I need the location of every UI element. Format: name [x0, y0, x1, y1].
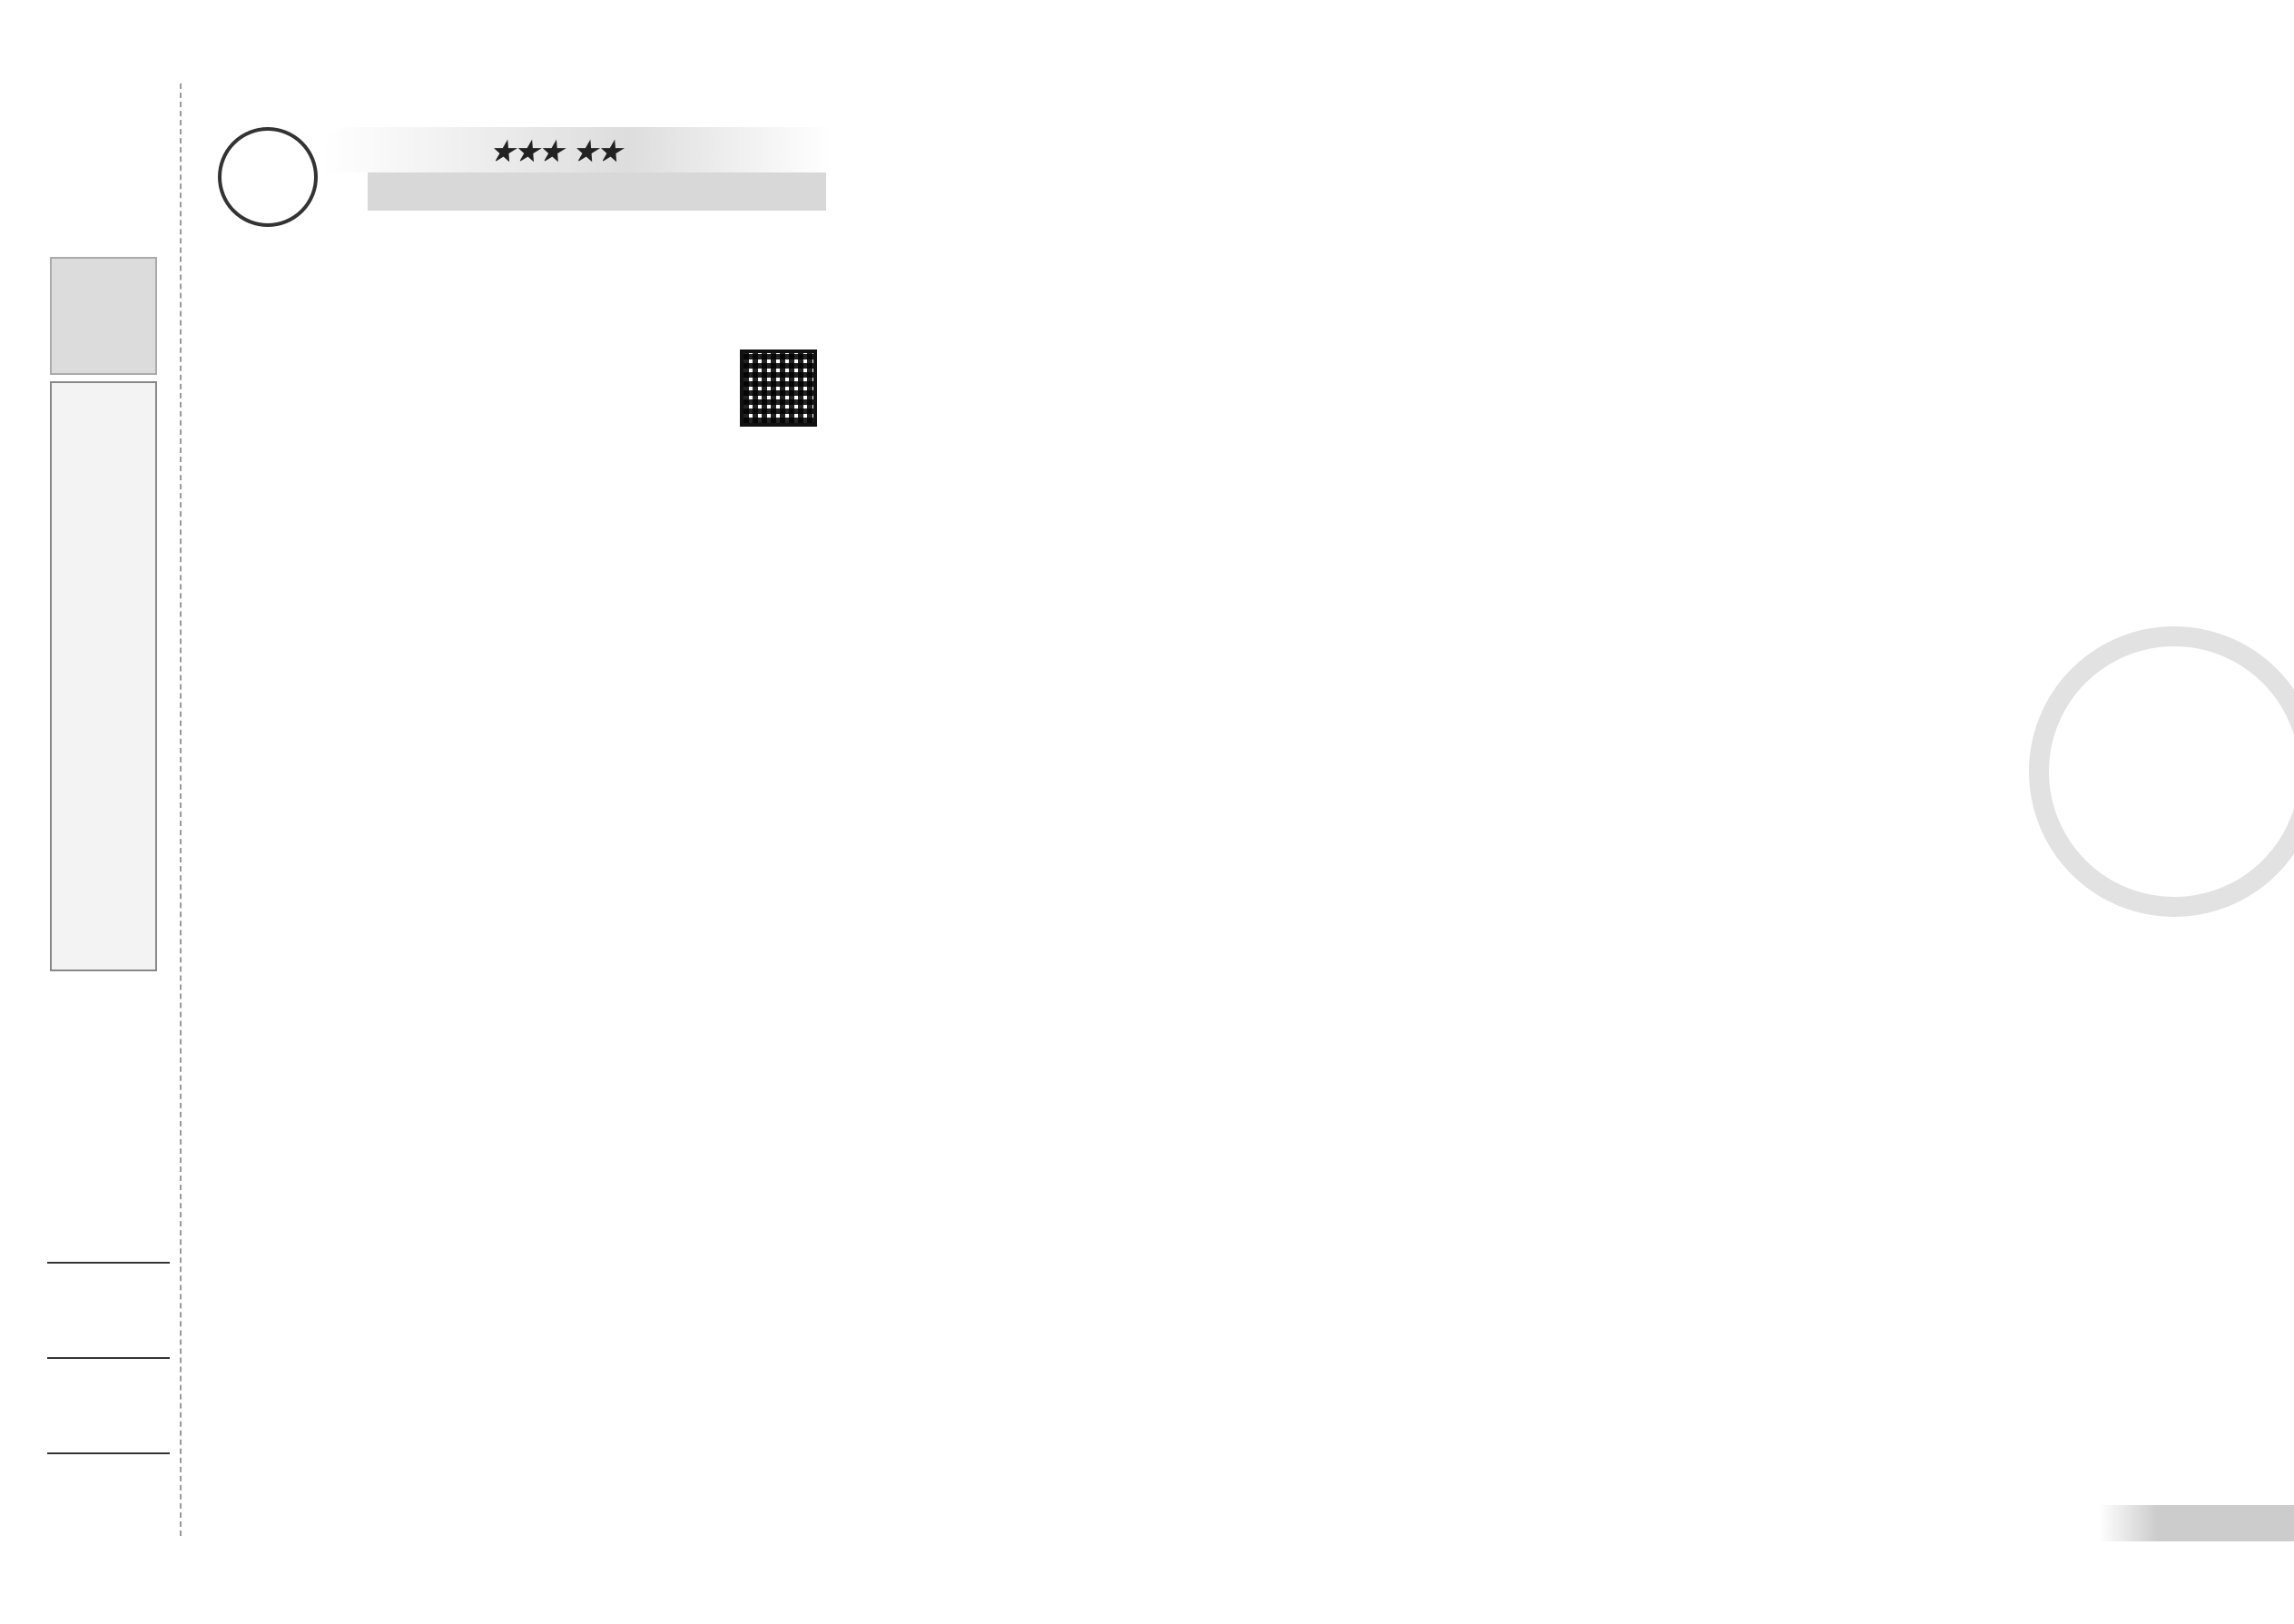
- name-field[interactable]: [47, 1262, 170, 1264]
- poem-box: [50, 381, 157, 971]
- confidential-watermark: [2029, 626, 2294, 917]
- binding-line: [180, 84, 182, 1536]
- qr-code[interactable]: [740, 349, 817, 427]
- paper-tag-band: [2099, 1505, 2294, 1541]
- series-title: ★★★ ★★: [490, 136, 622, 168]
- title-band: [368, 172, 826, 211]
- publisher-logo: [218, 127, 318, 227]
- school-field[interactable]: [47, 1452, 170, 1454]
- class-field[interactable]: [47, 1357, 170, 1359]
- cartoon-scholar-illustration: [50, 257, 157, 375]
